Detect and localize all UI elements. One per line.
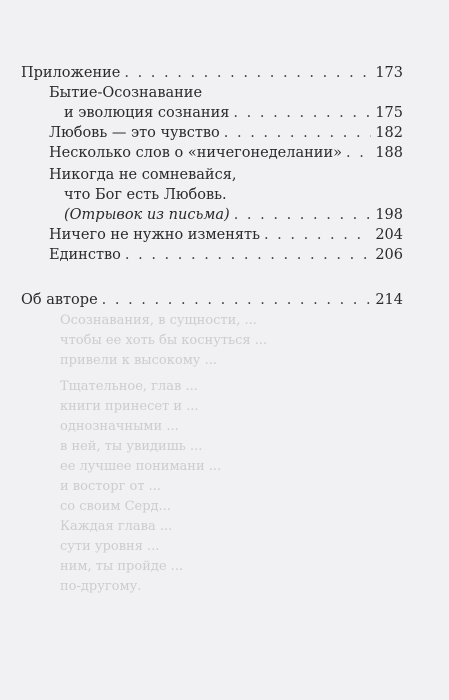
bleed-line: и восторг от ...	[60, 479, 162, 494]
toc-entry-appendix[interactable]	[21, 64, 403, 82]
bleed-line: привели к высокому ...	[60, 353, 217, 368]
bleed-line: в ней, ты увидишь ...	[60, 439, 203, 454]
toc-page-number: 214	[375, 292, 403, 308]
toc-page-number: 188	[375, 145, 403, 161]
toc-entry-label: Единство	[49, 247, 121, 263]
toc-page-number: 204	[375, 227, 403, 243]
toc-entry-label: Ничего не нужно изменять	[49, 227, 260, 243]
bleed-line: со своим Серд...	[60, 499, 171, 514]
toc-entry-label: и эволюция сознания	[64, 105, 230, 121]
dot-leader	[233, 104, 371, 122]
toc-entry-label: Об авторе	[21, 292, 98, 308]
bleed-line: чтобы ее хоть бы коснуться ...	[60, 333, 268, 348]
bleed-line: ним, ты пройде ...	[60, 559, 184, 574]
dot-leader	[264, 226, 371, 244]
toc-page-number: 198	[375, 207, 403, 223]
toc-entry-being-awareness[interactable]	[64, 104, 403, 122]
bleed-line: ее лучшее понимани ...	[60, 459, 222, 474]
toc-entry-nothing-to-change[interactable]	[49, 226, 403, 244]
bleed-line: сути уровня ...	[60, 539, 160, 554]
toc-entry-label: Любовь — это чувство	[49, 125, 220, 141]
toc-page-number: 175	[375, 105, 403, 121]
dot-leader	[102, 291, 372, 309]
toc-entry-never-doubt[interactable]	[64, 206, 403, 224]
dot-leader	[234, 206, 372, 224]
toc-entry-label: Несколько слов о «ничегонеделании»	[49, 145, 342, 161]
toc-entry-love[interactable]	[49, 124, 403, 142]
toc-entry-unity[interactable]	[49, 246, 403, 264]
toc-page-number: 173	[375, 65, 403, 81]
toc-entry-label: что Бог есть Любовь.	[64, 187, 227, 203]
toc-page-number: 206	[375, 247, 403, 263]
toc-entry-about-author[interactable]	[21, 291, 403, 309]
toc-entry-doing-nothing[interactable]	[49, 144, 403, 162]
toc-entry-label: (Отрывок из письма)	[64, 207, 230, 223]
dot-leader	[346, 144, 371, 162]
toc-entry-label: Бытие-Осознавание	[49, 85, 203, 101]
bleed-line: Каждая глава ...	[60, 519, 173, 534]
bleed-line: книги принесет и ...	[60, 399, 199, 414]
dot-leader	[224, 124, 372, 142]
toc-entry-label: Никогда не сомневайся,	[49, 167, 237, 183]
dot-leader	[125, 246, 371, 264]
bleed-line: однозначными ...	[60, 419, 179, 434]
bleed-line: Тщательное, глав ...	[60, 379, 198, 394]
bleed-line: по-другому.	[60, 579, 142, 594]
toc-entry-label: Приложение	[21, 65, 121, 81]
toc-page-number: 182	[375, 125, 403, 141]
dot-leader	[124, 64, 371, 82]
bleed-line: Осознавания, в сущности, ...	[60, 313, 257, 328]
